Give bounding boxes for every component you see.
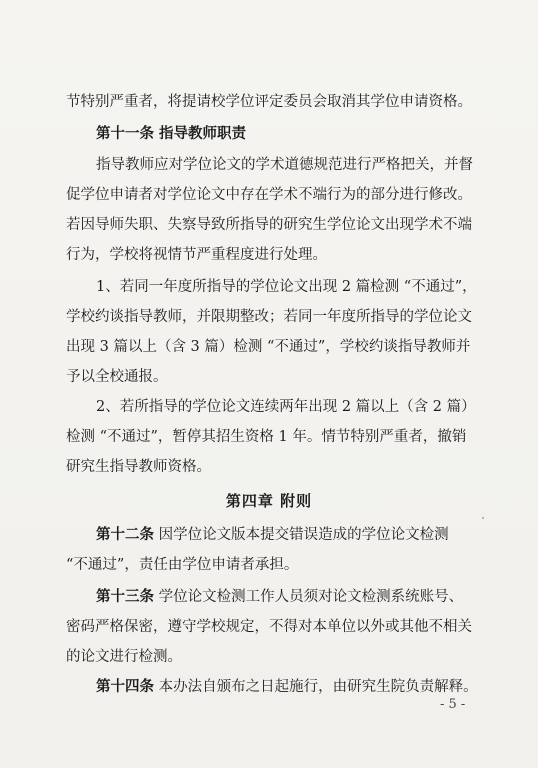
article-12-line: [96, 525, 538, 545]
list-item-1-line: 予以全校通报。: [66, 369, 168, 385]
scan-speck: [482, 517, 484, 519]
paragraph-line: 密码严格保密，遵守学校规定，不得对本单位以外或其他不相关: [66, 619, 472, 635]
list-item-1-line: 1、若同一年度所指导的学位论文出现 2 篇检测 “不通过”，: [96, 279, 477, 295]
article-12-text: 因学位论文版本提交错误造成的学位论文检测: [154, 527, 449, 543]
paragraph-line: 指导教师应对学位论文的学术道德规范进行严格把关，并督: [96, 157, 473, 173]
paragraph-line: 若因导师失职、失察导致所指导的研究生学位论文出现学术不端: [66, 217, 472, 233]
chapter-heading: 第四章 附则: [225, 492, 313, 510]
article-13-line: [96, 587, 538, 607]
article-12-label: 第十二条: [96, 526, 154, 543]
article-13-label: 第十三条: [96, 588, 154, 605]
article-14-line: [96, 677, 538, 697]
article-14-label: 第十四条: [96, 678, 154, 695]
list-item-2-line: 检测 “不通过”，暂停其招生资格 1 年。情节特别严重者，撤销: [66, 429, 467, 445]
article-11-heading: 第十一条 指导教师职责: [96, 125, 247, 142]
page-number: - 5 -: [440, 697, 466, 712]
list-item-2-line: 研究生指导教师资格。: [66, 459, 211, 475]
article-14-text: 本办法自颁布之日起施行，由研究生院负责解释。: [154, 679, 478, 695]
paragraph-line: “不通过”，责任由学位申请者承担。: [66, 557, 299, 573]
paragraph-line: 的论文进行检测。: [66, 649, 182, 665]
paragraph-line: 节特别严重者，将提请校学位评定委员会取消其学位申请资格。: [66, 94, 472, 110]
list-item-2-line: 2、若所指导的学位论文连续两年出现 2 篇以上（含 2 篇）: [96, 399, 476, 415]
paragraph-line: 行为，学校将视情节严重程度进行处理。: [66, 247, 327, 263]
paragraph-line: 促学位申请者对学位论文中存在学术不端行为的部分进行修改。: [66, 187, 472, 203]
article-13-text: 学位论文检测工作人员须对论文检测系统账号、: [154, 589, 464, 605]
list-item-1-line: 学校约谈指导教师，并限期整改；若同一年度所指导的学位论文: [66, 309, 472, 325]
list-item-1-line: 出现 3 篇以上（含 3 篇）检测 “不通过”，学校约谈指导教师并: [66, 339, 471, 355]
